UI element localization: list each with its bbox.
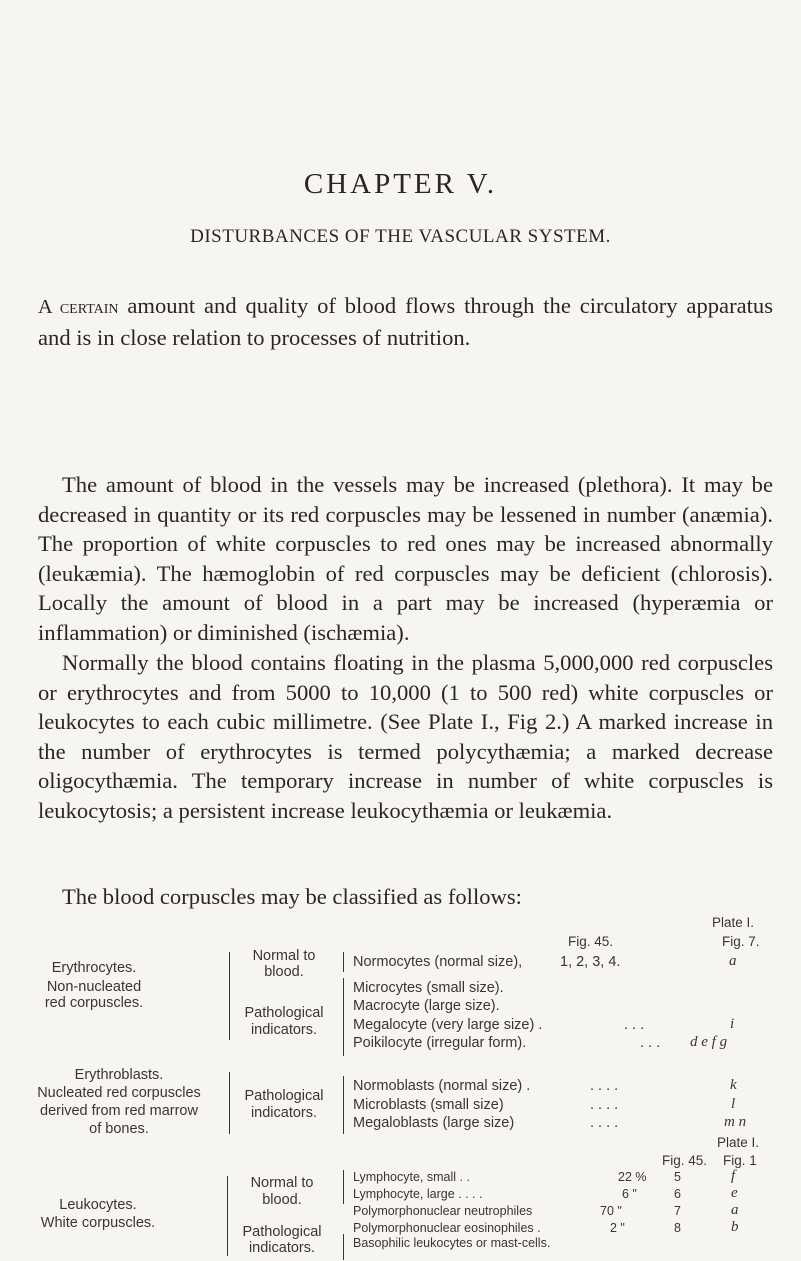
fig45-cell: 5 [674,1170,681,1184]
table-row: Basophilic leukocytes or mast-cells. [353,1236,551,1250]
pathological-label-line: indicators. [250,1022,318,1038]
pct-cell: 6 " [622,1187,637,1201]
paragraph-disturbances [38,470,773,648]
normal-label-line: Normal to [250,1175,314,1191]
normal-label [234,948,334,980]
group-label-line: red corpuscles. [44,995,144,1011]
table-row: Macrocyte (large size). [353,998,500,1014]
paragraph-intro [38,291,773,352]
chapter-title: CHAPTER V. [303,168,498,200]
lead-small-caps: A certain [38,296,119,318]
normal-label-line: blood. [264,964,304,980]
table-row: Normocytes (normal size), [353,954,523,970]
paragraph-intro-text: amount and quality of blood flows through the circulatory apparatus and is in close relation to processes of nutrition. [38,293,773,350]
plate-cell: f [731,1168,736,1184]
pathological-label-line: indicators. [248,1240,316,1256]
normal-label-line: blood. [262,1192,302,1208]
plate-cell: d e f g [690,1034,728,1050]
group-label-line: Non-nucleated [46,979,142,995]
fig45-cell: 8 [674,1221,681,1235]
paragraph-normal-blood-text: Normally the blood contains floating in the plasma 5,000,000 red corpuscles or erythrocytes and from 5000 to 10,000 (1 to 500 red) white corpuscles or leukocytes to each cubic millimetre. (See Plate I., Fig 2.) A marked increase in the number of erythrocytes is termed polycythæmia; a marked decrease oligocythæmia. The temporary increase in number of white corpuscles is leukocytosis; a persistent increase leukocythæmia or leukæmia. [38,650,773,823]
brace [343,978,344,1056]
brace [227,1176,228,1256]
group-label-line: Erythrocytes. [51,960,137,976]
fig7-header: Fig. 7. [722,934,760,949]
brace [343,1234,344,1260]
table-row: Polymorphonuclear eosinophiles . [353,1221,541,1235]
plate-cell: b [731,1219,739,1235]
pathological-label-line: indicators. [250,1105,318,1121]
table-row: Microblasts (small size) [353,1097,504,1113]
pct-cell: 70 " [600,1204,622,1218]
group-label-line: Leukocytes. [59,1197,137,1213]
fig45-header: Fig. 45. [568,934,614,949]
plate-cell: a [731,1202,739,1218]
pathological-label [232,1224,332,1256]
erythrocytes-group-label [24,960,164,1011]
brace [343,952,344,972]
paragraph-classification-intro: The blood corpuscles may be classified as follows: [62,884,522,909]
brace [343,1170,344,1204]
group-label-line: of bones. [89,1121,149,1137]
plate-cell: a [729,953,737,969]
group-label-line: Erythroblasts. [74,1067,164,1083]
pct-cell: 22 % [618,1170,647,1184]
fig45-cell: 1, 2, 3, 4. [560,954,621,970]
normal-label-line: Normal to [252,948,316,964]
dot-leader: . . . . [590,1078,619,1094]
pathological-label-line: Pathological [242,1224,322,1240]
dot-leader: . . . [624,1017,645,1033]
pathological-label-line: Pathological [244,1005,324,1021]
fig45-cell: 6 [674,1187,681,1201]
table-row: Megaloblasts (large size) [353,1115,515,1131]
normal-label [232,1175,332,1209]
pathological-label [234,1088,334,1122]
plate-cell: l [731,1096,736,1112]
plate-cell: i [730,1016,735,1032]
pathological-label-line: Pathological [244,1088,324,1104]
fig1-header: Fig. 1 [723,1153,757,1168]
brace [229,1072,230,1134]
table-row: Microcytes (small size). [353,980,504,996]
pathological-label [234,1005,334,1039]
fig45-cell: 7 [674,1204,681,1218]
plate-cell: m n [724,1114,747,1130]
fig45-header: Fig. 45. [662,1153,708,1168]
table-row: Poikilocyte (irregular form). [353,1035,527,1051]
dot-leader: . . . [640,1035,661,1051]
plate-cell: e [731,1185,738,1201]
leukocytes-group-label [28,1196,168,1232]
plate-header: Plate I. [712,915,755,930]
group-label-line: White corpuscles. [40,1215,156,1231]
group-label-line: derived from red marrow [40,1103,198,1119]
group-label-line: Nucleated red corpuscles [37,1085,201,1101]
table-row: Megalocyte (very large size) . [353,1017,543,1033]
erythroblasts-group-label [4,1066,234,1138]
brace [229,952,230,1040]
plate-cell: k [730,1077,737,1093]
plate-header: Plate I. [717,1135,760,1150]
dot-leader: . . . . [590,1115,619,1131]
brace [343,1076,344,1134]
table-row: Normoblasts (normal size) . [353,1078,531,1094]
table-row: Polymorphonuclear neutrophiles [353,1204,533,1218]
dot-leader: . . . . [590,1097,619,1113]
table-row: Lymphocyte, small . . [353,1170,470,1184]
paragraph-normal-blood [38,648,773,826]
table-row: Lymphocyte, large . . . . [353,1187,483,1201]
paragraph-disturbances-text: The amount of blood in the vessels may be increased (plethora). It may be decreased in quantity or its red corpuscles may be lessened in number (anæmia). The proportion of white corpuscles to red ones may be increased abnormally (leukæmia). The hæmoglobin of red corpuscles may be deficient (chlorosis). Locally the amount of blood in a part may be increased (hyperæmia or inflammation) or diminished (ischæmia). [38,472,773,645]
pct-cell: 2 " [610,1221,625,1235]
section-title: DISTURBANCES OF THE VASCULAR SYSTEM. [190,226,611,247]
